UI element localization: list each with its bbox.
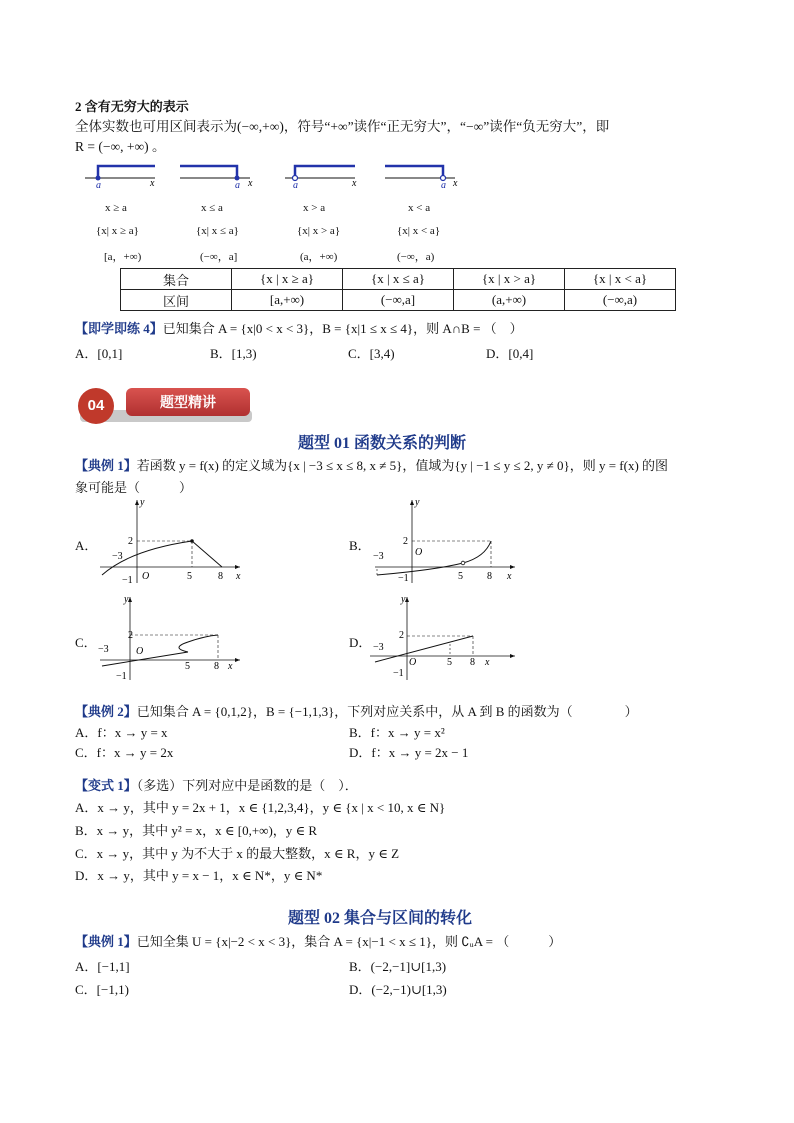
type1-ex2-option-d: D．f：x → y = 2x − 1 bbox=[349, 745, 469, 760]
svg-text:a: a bbox=[441, 180, 446, 190]
number-line-diagrams bbox=[80, 160, 480, 190]
svg-text:−3: −3 bbox=[373, 551, 384, 562]
graph-d bbox=[365, 592, 525, 682]
svg-text:a: a bbox=[96, 180, 101, 190]
svg-text:−1: −1 bbox=[116, 671, 127, 682]
table-cell: {x | x > a} bbox=[454, 269, 565, 290]
svg-text:x: x bbox=[453, 178, 458, 189]
table-cell: (a,+∞) bbox=[454, 290, 565, 311]
table-row bbox=[121, 290, 676, 311]
type1-ex1-line1 bbox=[75, 455, 668, 474]
type1-ex2-stem: 已知集合 A = {0,1,2}，B = {−1,1,3}，下列对应关系中，从 A 到 B 的函数为（ ） bbox=[136, 704, 638, 719]
table-cell: (−∞,a] bbox=[343, 290, 454, 311]
number-line-ge bbox=[85, 166, 155, 190]
nl2-rel: x ≤ a bbox=[201, 202, 223, 214]
practice4-option-b: B．[1,3) bbox=[210, 346, 257, 361]
svg-text:−1: −1 bbox=[393, 668, 404, 679]
nl3-rel: x > a bbox=[303, 202, 326, 214]
type1-var1-stem: （多选）下列对应中是函数的是（ ）． bbox=[136, 778, 358, 793]
svg-text:x: x bbox=[236, 571, 241, 582]
svg-text:5: 5 bbox=[187, 571, 192, 582]
svg-text:O: O bbox=[142, 571, 150, 582]
svg-text:8: 8 bbox=[487, 571, 492, 582]
number-line-gt bbox=[285, 166, 357, 190]
svg-text:O: O bbox=[409, 657, 417, 668]
nl3-interval: (a，+∞) bbox=[300, 251, 338, 263]
svg-text:−3: −3 bbox=[98, 644, 109, 655]
number-line-lt bbox=[385, 166, 458, 190]
type1-ex1-stem: 若函数 y = f(x) 的定义域为{x | −3 ≤ x ≤ 8, x ≠ 5}，值域为{y | −1 ≤ y ≤ 2, y ≠ 0}，则 y = f(x) 的图 bbox=[136, 458, 669, 473]
intro-heading: 2 含有无穷大的表示 bbox=[75, 99, 189, 114]
graph-a-label: A． bbox=[75, 538, 98, 553]
number-line-le bbox=[180, 166, 253, 190]
nl2-interval: (−∞，a] bbox=[200, 251, 238, 263]
section-badge-number: 04 bbox=[78, 388, 114, 424]
svg-text:y: y bbox=[401, 594, 406, 605]
graph-d-label: D． bbox=[349, 635, 372, 650]
svg-text:2: 2 bbox=[128, 536, 133, 547]
type2-option-c: C．[−1,1) bbox=[75, 982, 129, 997]
svg-text:y: y bbox=[140, 497, 145, 508]
svg-text:−3: −3 bbox=[112, 551, 123, 562]
svg-text:−3: −3 bbox=[373, 642, 384, 653]
svg-text:8: 8 bbox=[214, 661, 219, 672]
type1-ex2-line bbox=[75, 701, 638, 720]
table-cell: {x | x ≥ a} bbox=[232, 269, 343, 290]
table-cell: [a,+∞) bbox=[232, 290, 343, 311]
graph-c bbox=[90, 592, 250, 682]
nl3-set: {x| x > a} bbox=[297, 225, 341, 237]
practice4-option-a: A．[0,1] bbox=[75, 346, 123, 361]
type2-option-d: D．(−2,−1)∪[1,3) bbox=[349, 982, 447, 997]
type1-var1-option-c: C．x → y，其中 y 为不大于 x 的最大整数，x ∈ R，y ∈ Z bbox=[75, 846, 400, 861]
nl1-set: {x| x ≥ a} bbox=[96, 225, 139, 237]
type1-var1-line bbox=[75, 775, 358, 794]
svg-text:x: x bbox=[228, 661, 233, 672]
svg-text:−1: −1 bbox=[122, 575, 133, 585]
type1-title: 题型 01 函数关系的判断 bbox=[298, 435, 467, 452]
type1-ex1-line2: 象可能是（ ） bbox=[75, 480, 193, 495]
table-cell: (−∞,a) bbox=[565, 290, 676, 311]
svg-text:O: O bbox=[415, 547, 423, 558]
type1-var1-option-b: B．x → y，其中 y² = x，x ∈ [0,+∞)，y ∈ R bbox=[75, 823, 318, 838]
graph-b-label: B． bbox=[349, 538, 371, 553]
type1-var1-option-d: D．x → y，其中 y = x − 1，x ∈ N*，y ∈ N* bbox=[75, 868, 323, 883]
svg-text:8: 8 bbox=[470, 657, 475, 668]
type1-ex2-option-c: C．f：x → y = 2x bbox=[75, 745, 174, 760]
section-badge-label: 题型精讲 bbox=[126, 388, 250, 416]
svg-text:a: a bbox=[293, 180, 298, 190]
svg-text:2: 2 bbox=[399, 630, 404, 641]
type2-option-a: A．[−1,1] bbox=[75, 959, 130, 974]
svg-text:a: a bbox=[235, 180, 240, 190]
type2-ex1-tag: 【典例 1】 bbox=[75, 934, 137, 949]
graph-a bbox=[90, 495, 250, 585]
table-cell: {x | x < a} bbox=[565, 269, 676, 290]
practice4-line bbox=[75, 318, 523, 337]
svg-text:2: 2 bbox=[128, 630, 133, 641]
table-cell: {x | x ≤ a} bbox=[343, 269, 454, 290]
svg-text:y: y bbox=[415, 497, 420, 508]
intro-line2: R = (−∞, +∞) 。 bbox=[75, 139, 166, 154]
intro-line1: 全体实数也可用区间表示为(−∞,+∞)，符号“+∞”读作“正无穷大”，“−∞”读作“负无穷大”，即 bbox=[75, 119, 610, 134]
type2-option-b: B．(−2,−1]∪[1,3) bbox=[349, 959, 447, 974]
nl1-rel: x ≥ a bbox=[105, 202, 127, 214]
svg-text:O: O bbox=[136, 646, 144, 657]
nl2-set: {x| x ≤ a} bbox=[196, 225, 239, 237]
type1-ex2-tag: 【典例 2】 bbox=[75, 704, 137, 719]
table-cell: 区间 bbox=[121, 290, 232, 311]
practice4-tag: 【即学即练 4】 bbox=[75, 321, 163, 336]
svg-text:x: x bbox=[248, 178, 253, 189]
svg-text:5: 5 bbox=[447, 657, 452, 668]
svg-text:−1: −1 bbox=[398, 573, 409, 584]
graph-b bbox=[365, 495, 525, 585]
type1-var1-tag: 【变式 1】 bbox=[75, 778, 137, 793]
practice4-option-c: C．[3,4) bbox=[348, 346, 395, 361]
table-cell: 集合 bbox=[121, 269, 232, 290]
nl4-rel: x < a bbox=[408, 202, 431, 214]
practice4-stem: 已知集合 A = {x|0 < x < 3}，B = {x|1 ≤ x ≤ 4}，则 A∩B = （ ） bbox=[162, 321, 523, 336]
svg-text:x: x bbox=[507, 571, 512, 582]
table-row bbox=[121, 269, 676, 290]
svg-text:8: 8 bbox=[218, 571, 223, 582]
type1-ex1-tag: 【典例 1】 bbox=[75, 458, 137, 473]
type2-ex1-line bbox=[75, 931, 561, 950]
type1-var1-option-a: A．x → y，其中 y = 2x + 1，x ∈ {1,2,3,4}，y ∈ {x | x < 10, x ∈ N} bbox=[75, 800, 446, 815]
svg-text:x: x bbox=[485, 657, 490, 668]
interval-table bbox=[120, 268, 676, 311]
svg-text:5: 5 bbox=[458, 571, 463, 582]
svg-text:5: 5 bbox=[185, 661, 190, 672]
type1-ex2-option-b: B．f：x → y = x² bbox=[349, 725, 445, 740]
graph-c-label: C． bbox=[75, 635, 97, 650]
practice4-option-d: D．[0,4] bbox=[486, 346, 534, 361]
svg-text:x: x bbox=[352, 178, 357, 189]
nl1-interval: [a，+∞) bbox=[104, 251, 142, 263]
type1-ex2-option-a: A．f：x → y = x bbox=[75, 725, 168, 740]
nl4-set: {x| x < a} bbox=[397, 225, 441, 237]
svg-text:y: y bbox=[124, 594, 129, 605]
type2-title: 题型 02 集合与区间的转化 bbox=[288, 910, 473, 927]
type2-ex1-stem: 已知全集 U = {x|−2 < x < 3}，集合 A = {x|−1 < x ≤ 1}，则 ∁ᵤA = （ ） bbox=[136, 934, 562, 949]
svg-text:x: x bbox=[150, 178, 155, 189]
svg-text:2: 2 bbox=[403, 536, 408, 547]
nl4-interval: (−∞，a) bbox=[397, 251, 435, 263]
